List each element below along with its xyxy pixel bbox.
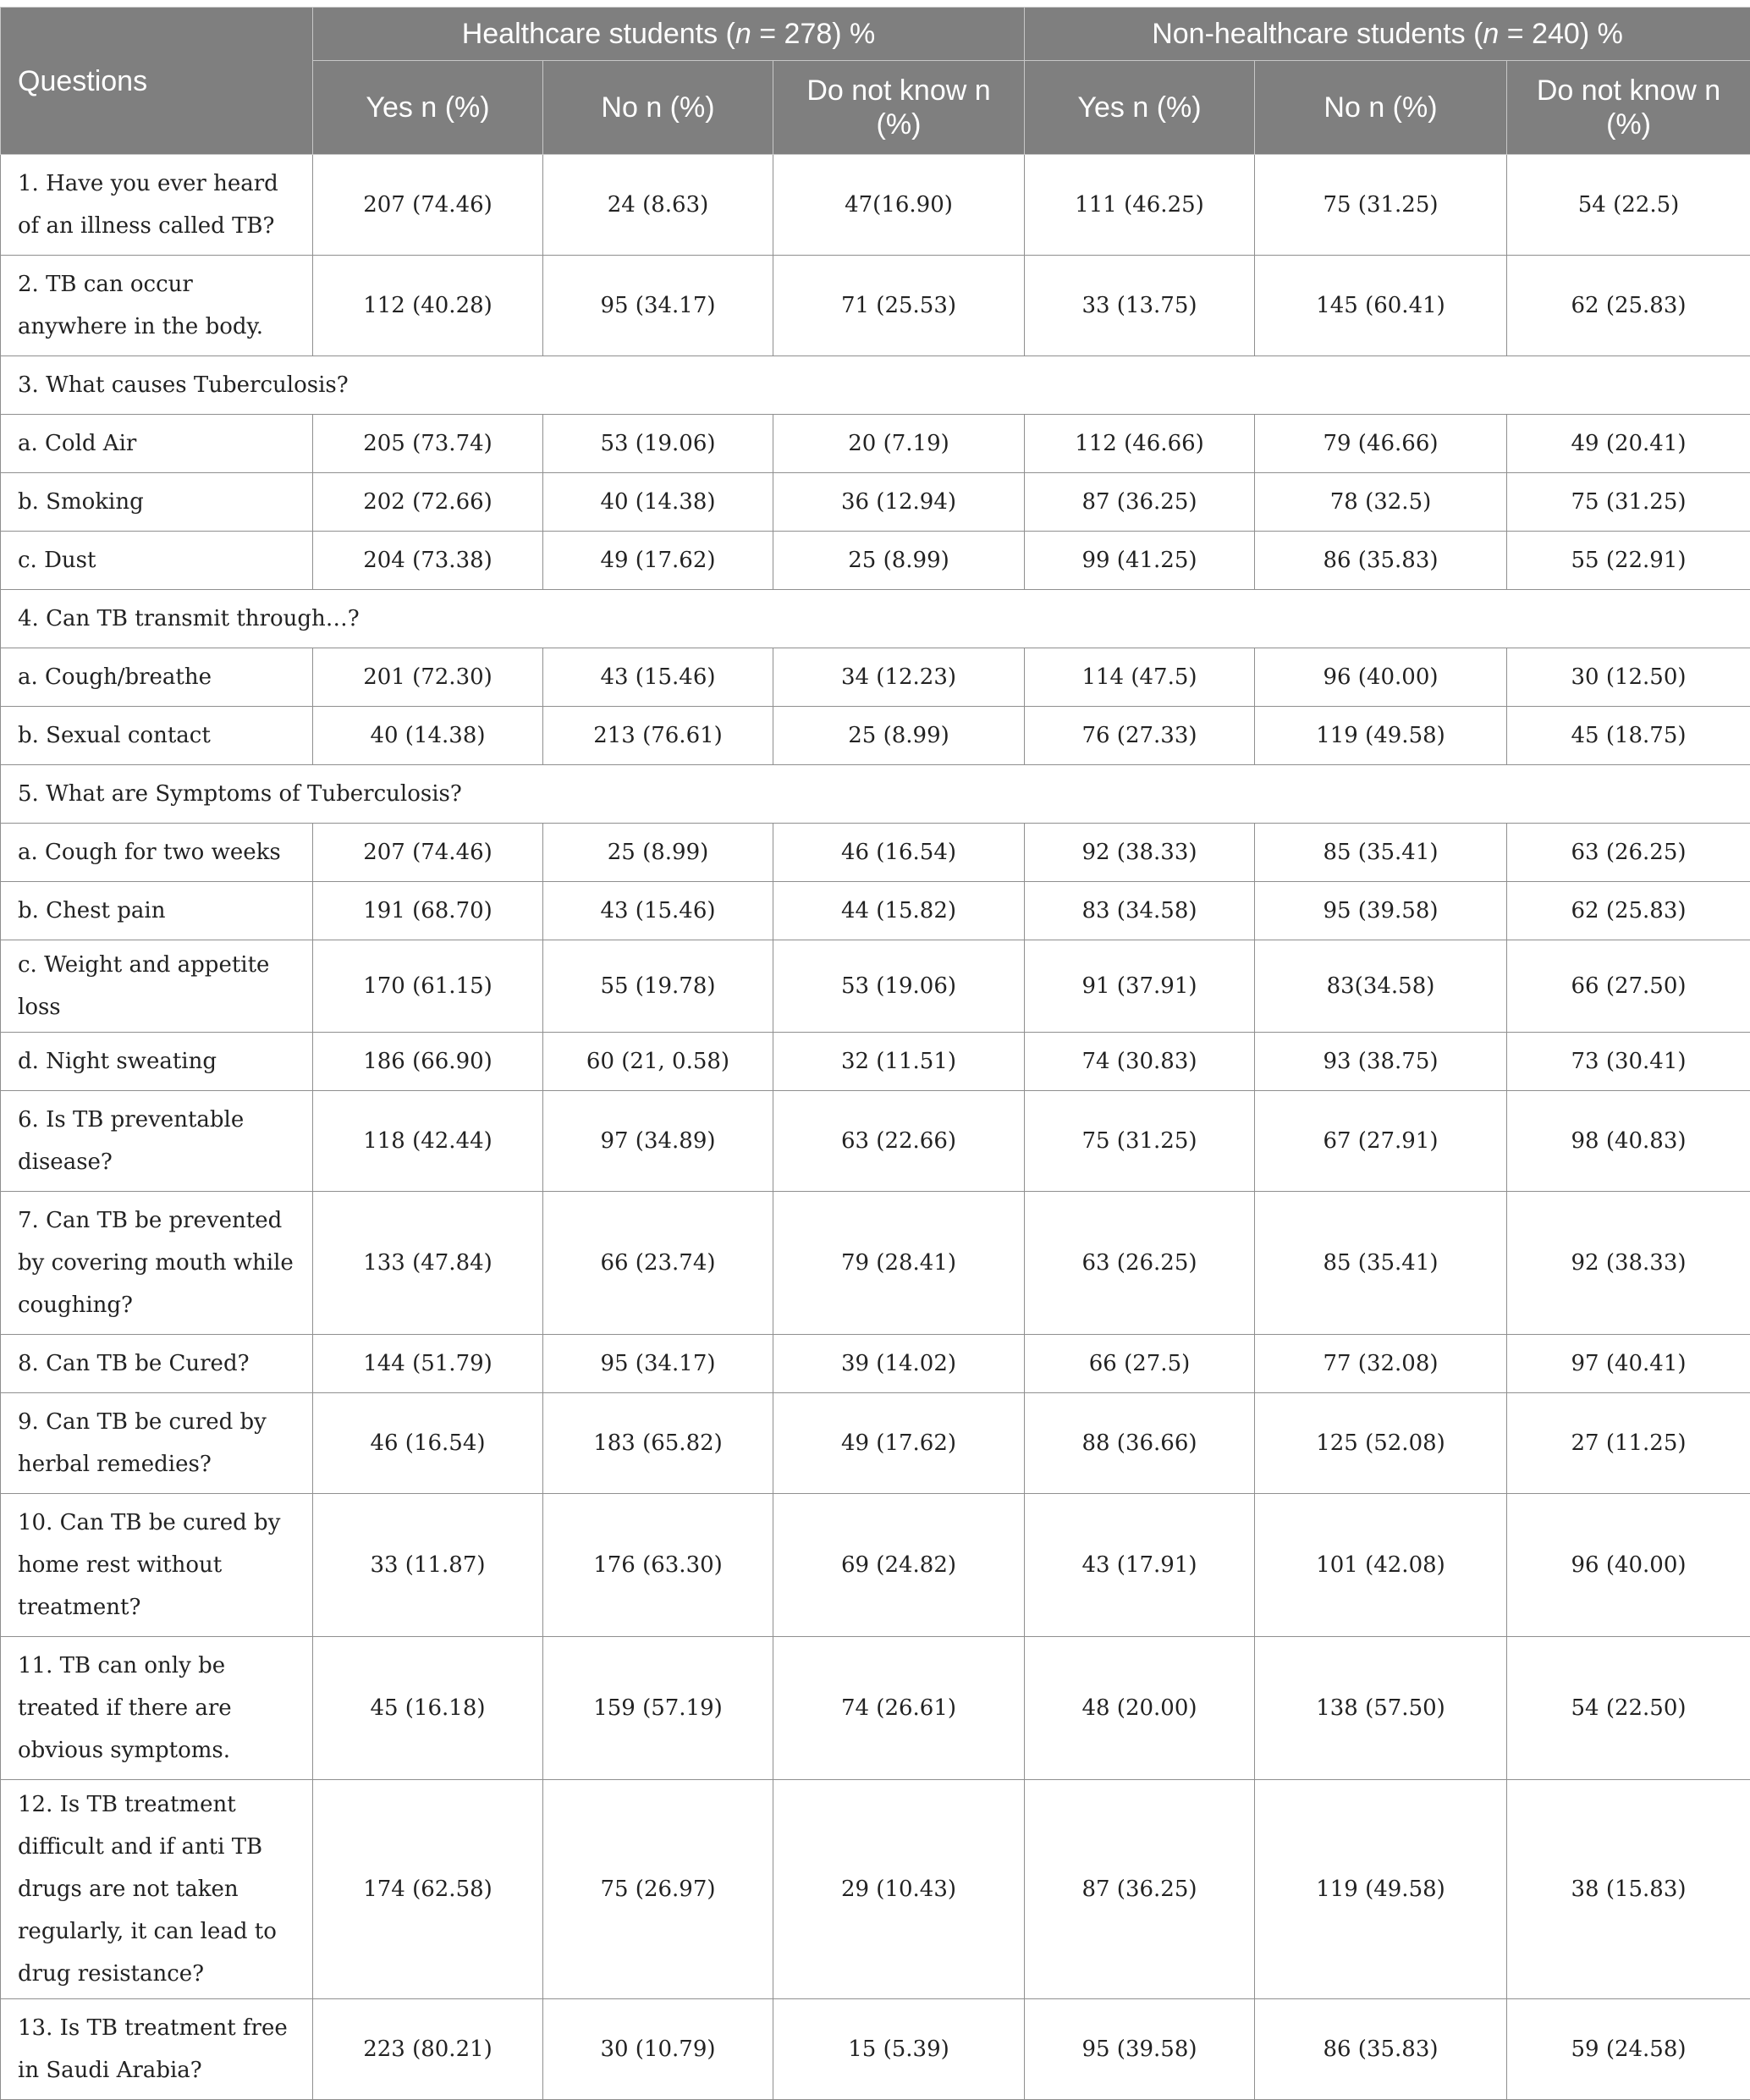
healthcare-yes-cell: 202 (72.66)	[313, 473, 543, 532]
healthcare-dont-know-cell: 36 (12.94)	[773, 473, 1025, 532]
table-row	[1, 1999, 1750, 2100]
non-healthcare-header-suffix: = 240) %	[1499, 18, 1622, 50]
question-cell: a. Cough/breathe	[1, 648, 313, 707]
table-body	[1, 155, 1750, 2100]
healthcare-header-suffix: = 278) %	[751, 18, 875, 50]
non-healthcare-yes-cell: 87 (36.25)	[1025, 1780, 1255, 1999]
non-healthcare-yes-cell: 87 (36.25)	[1025, 473, 1255, 532]
non-healthcare-dont-know-cell: 92 (38.33)	[1507, 1192, 1750, 1335]
table-row	[1, 155, 1750, 256]
healthcare-no-cell: 95 (34.17)	[543, 1335, 773, 1393]
non-healthcare-yes-cell: 43 (17.91)	[1025, 1494, 1255, 1637]
non-healthcare-dont-know-cell: 62 (25.83)	[1507, 256, 1750, 356]
non-healthcare-no-cell: 86 (35.83)	[1255, 1999, 1507, 2100]
non-healthcare-dont-know-cell: 66 (27.50)	[1507, 940, 1750, 1033]
non-healthcare-no-cell: 96 (40.00)	[1255, 648, 1507, 707]
healthcare-yes-cell: 186 (66.90)	[313, 1033, 543, 1091]
question-cell: b. Smoking	[1, 473, 313, 532]
non-healthcare-no-cell: 93 (38.75)	[1255, 1033, 1507, 1091]
non-healthcare-dont-know-cell: 49 (20.41)	[1507, 415, 1750, 473]
non-healthcare-no-header: No n (%)	[1255, 61, 1507, 155]
healthcare-yes-cell: 33 (11.87)	[313, 1494, 543, 1637]
non-healthcare-group-header	[1025, 8, 1750, 61]
non-healthcare-yes-cell: 91 (37.91)	[1025, 940, 1255, 1033]
question-cell: 12. Is TB treatment difficult and if anti TB drugs are not taken regularly, it can lead to drug resistance?	[1, 1780, 313, 1999]
non-healthcare-dont-know-cell: 54 (22.50)	[1507, 1637, 1750, 1780]
non-healthcare-no-cell: 125 (52.08)	[1255, 1393, 1507, 1494]
non-healthcare-dont-know-cell: 27 (11.25)	[1507, 1393, 1750, 1494]
table-row	[1, 256, 1750, 356]
healthcare-dont-know-cell: 44 (15.82)	[773, 882, 1025, 940]
non-healthcare-yes-cell: 95 (39.58)	[1025, 1999, 1255, 2100]
table-header	[1, 8, 1750, 155]
table-row	[1, 415, 1750, 473]
non-healthcare-yes-cell: 66 (27.5)	[1025, 1335, 1255, 1393]
question-cell: a. Cold Air	[1, 415, 313, 473]
non-healthcare-yes-cell: 114 (47.5)	[1025, 648, 1255, 707]
non-healthcare-dont-know-cell: 30 (12.50)	[1507, 648, 1750, 707]
non-healthcare-no-cell: 145 (60.41)	[1255, 256, 1507, 356]
table-row	[1, 707, 1750, 765]
healthcare-yes-cell: 46 (16.54)	[313, 1393, 543, 1494]
question-cell: 1. Have you ever heard of an illness called TB?	[1, 155, 313, 256]
question-cell: 2. TB can occur anywhere in the body.	[1, 256, 313, 356]
question-cell: b. Sexual contact	[1, 707, 313, 765]
healthcare-no-cell: 159 (57.19)	[543, 1637, 773, 1780]
non-healthcare-yes-header: Yes n (%)	[1025, 61, 1255, 155]
healthcare-no-cell: 60 (21, 0.58)	[543, 1033, 773, 1091]
question-cell: a. Cough for two weeks	[1, 824, 313, 882]
healthcare-yes-cell: 174 (62.58)	[313, 1780, 543, 1999]
question-cell: 11. TB can only be treated if there are obvious symptoms.	[1, 1637, 313, 1780]
non-healthcare-yes-cell: 112 (46.66)	[1025, 415, 1255, 473]
non-healthcare-yes-cell: 63 (26.25)	[1025, 1192, 1255, 1335]
non-healthcare-dont-know-cell: 38 (15.83)	[1507, 1780, 1750, 1999]
healthcare-yes-cell: 40 (14.38)	[313, 707, 543, 765]
healthcare-no-cell: 97 (34.89)	[543, 1091, 773, 1192]
table-row	[1, 1192, 1750, 1335]
table-row	[1, 1033, 1750, 1091]
healthcare-dont-know-cell: 47(16.90)	[773, 155, 1025, 256]
section-heading: 4. Can TB transmit through…?	[1, 590, 1750, 648]
healthcare-dont-know-cell: 71 (25.53)	[773, 256, 1025, 356]
table-row	[1, 1335, 1750, 1393]
healthcare-no-cell: 24 (8.63)	[543, 155, 773, 256]
healthcare-dont-know-cell: 74 (26.61)	[773, 1637, 1025, 1780]
non-healthcare-yes-cell: 111 (46.25)	[1025, 155, 1255, 256]
header-row-groups	[1, 8, 1750, 61]
non-healthcare-no-cell: 75 (31.25)	[1255, 155, 1507, 256]
healthcare-yes-cell: 204 (73.38)	[313, 532, 543, 590]
healthcare-yes-cell: 191 (68.70)	[313, 882, 543, 940]
survey-table	[0, 7, 1750, 2100]
question-cell: 9. Can TB be cured by herbal remedies?	[1, 1393, 313, 1494]
healthcare-no-cell: 176 (63.30)	[543, 1494, 773, 1637]
section-row	[1, 765, 1750, 824]
healthcare-yes-cell: 45 (16.18)	[313, 1637, 543, 1780]
non-healthcare-yes-cell: 99 (41.25)	[1025, 532, 1255, 590]
healthcare-yes-cell: 170 (61.15)	[313, 940, 543, 1033]
table-row	[1, 940, 1750, 1033]
non-healthcare-yes-cell: 74 (30.83)	[1025, 1033, 1255, 1091]
table-row	[1, 824, 1750, 882]
healthcare-group-header	[313, 8, 1025, 61]
healthcare-dont-know-cell: 32 (11.51)	[773, 1033, 1025, 1091]
question-cell: 8. Can TB be Cured?	[1, 1335, 313, 1393]
healthcare-dont-know-cell: 63 (22.66)	[773, 1091, 1025, 1192]
healthcare-yes-cell: 201 (72.30)	[313, 648, 543, 707]
question-cell: c. Dust	[1, 532, 313, 590]
healthcare-no-header: No n (%)	[543, 61, 773, 155]
non-healthcare-yes-cell: 76 (27.33)	[1025, 707, 1255, 765]
healthcare-no-cell: 95 (34.17)	[543, 256, 773, 356]
table-row	[1, 1780, 1750, 1999]
non-healthcare-dont-know-cell: 59 (24.58)	[1507, 1999, 1750, 2100]
non-healthcare-no-cell: 78 (32.5)	[1255, 473, 1507, 532]
question-cell: 13. Is TB treatment free in Saudi Arabia?	[1, 1999, 313, 2100]
healthcare-yes-cell: 133 (47.84)	[313, 1192, 543, 1335]
non-healthcare-dont-know-cell: 73 (30.41)	[1507, 1033, 1750, 1091]
healthcare-dont-know-cell: 46 (16.54)	[773, 824, 1025, 882]
non-healthcare-yes-cell: 83 (34.58)	[1025, 882, 1255, 940]
table-row	[1, 473, 1750, 532]
healthcare-header-prefix: Healthcare students (	[462, 18, 735, 50]
healthcare-dont-know-cell: 34 (12.23)	[773, 648, 1025, 707]
healthcare-dont-know-cell: 15 (5.39)	[773, 1999, 1025, 2100]
non-healthcare-no-cell: 119 (49.58)	[1255, 707, 1507, 765]
table-row	[1, 1494, 1750, 1637]
healthcare-no-cell: 66 (23.74)	[543, 1192, 773, 1335]
healthcare-no-cell: 75 (26.97)	[543, 1780, 773, 1999]
healthcare-no-cell: 213 (76.61)	[543, 707, 773, 765]
non-healthcare-no-cell: 119 (49.58)	[1255, 1780, 1507, 1999]
healthcare-no-cell: 55 (19.78)	[543, 940, 773, 1033]
healthcare-dont-know-cell: 25 (8.99)	[773, 532, 1025, 590]
non-healthcare-yes-cell: 33 (13.75)	[1025, 256, 1255, 356]
table-row	[1, 882, 1750, 940]
question-cell: 10. Can TB be cured by home rest without treatment?	[1, 1494, 313, 1637]
healthcare-no-cell: 25 (8.99)	[543, 824, 773, 882]
healthcare-dont-know-header: Do not know n (%)	[773, 61, 1025, 155]
non-healthcare-header-prefix: Non-healthcare students (	[1152, 18, 1483, 50]
section-row	[1, 356, 1750, 415]
non-healthcare-dont-know-cell: 55 (22.91)	[1507, 532, 1750, 590]
healthcare-no-cell: 40 (14.38)	[543, 473, 773, 532]
healthcare-yes-cell: 118 (42.44)	[313, 1091, 543, 1192]
non-healthcare-dont-know-cell: 45 (18.75)	[1507, 707, 1750, 765]
healthcare-dont-know-cell: 79 (28.41)	[773, 1192, 1025, 1335]
table-row	[1, 532, 1750, 590]
non-healthcare-no-cell: 86 (35.83)	[1255, 532, 1507, 590]
questions-column-header: Questions	[1, 8, 313, 155]
healthcare-yes-cell: 144 (51.79)	[313, 1335, 543, 1393]
healthcare-no-cell: 53 (19.06)	[543, 415, 773, 473]
section-row	[1, 590, 1750, 648]
non-healthcare-no-cell: 67 (27.91)	[1255, 1091, 1507, 1192]
non-healthcare-dont-know-cell: 62 (25.83)	[1507, 882, 1750, 940]
section-heading: 3. What causes Tuberculosis?	[1, 356, 1750, 415]
question-cell: c. Weight and appetite loss	[1, 940, 313, 1033]
non-healthcare-no-cell: 85 (35.41)	[1255, 824, 1507, 882]
healthcare-dont-know-cell: 29 (10.43)	[773, 1780, 1025, 1999]
healthcare-header-n: n	[735, 18, 751, 50]
question-cell: 6. Is TB preventable disease?	[1, 1091, 313, 1192]
non-healthcare-yes-cell: 88 (36.66)	[1025, 1393, 1255, 1494]
healthcare-dont-know-cell: 39 (14.02)	[773, 1335, 1025, 1393]
non-healthcare-dont-know-cell: 97 (40.41)	[1507, 1335, 1750, 1393]
healthcare-no-cell: 43 (15.46)	[543, 882, 773, 940]
non-healthcare-dont-know-header: Do not know n (%)	[1507, 61, 1750, 155]
non-healthcare-dont-know-cell: 54 (22.5)	[1507, 155, 1750, 256]
question-cell: b. Chest pain	[1, 882, 313, 940]
non-healthcare-header-n: n	[1483, 18, 1499, 50]
healthcare-yes-cell: 205 (73.74)	[313, 415, 543, 473]
healthcare-no-cell: 183 (65.82)	[543, 1393, 773, 1494]
non-healthcare-dont-know-cell: 75 (31.25)	[1507, 473, 1750, 532]
non-healthcare-no-cell: 79 (46.66)	[1255, 415, 1507, 473]
healthcare-yes-cell: 112 (40.28)	[313, 256, 543, 356]
non-healthcare-yes-cell: 75 (31.25)	[1025, 1091, 1255, 1192]
table-row	[1, 648, 1750, 707]
non-healthcare-dont-know-cell: 98 (40.83)	[1507, 1091, 1750, 1192]
non-healthcare-yes-cell: 48 (20.00)	[1025, 1637, 1255, 1780]
non-healthcare-no-cell: 101 (42.08)	[1255, 1494, 1507, 1637]
healthcare-yes-header: Yes n (%)	[313, 61, 543, 155]
healthcare-no-cell: 43 (15.46)	[543, 648, 773, 707]
healthcare-dont-know-cell: 69 (24.82)	[773, 1494, 1025, 1637]
non-healthcare-no-cell: 77 (32.08)	[1255, 1335, 1507, 1393]
table-row	[1, 1091, 1750, 1192]
healthcare-dont-know-cell: 53 (19.06)	[773, 940, 1025, 1033]
healthcare-dont-know-cell: 20 (7.19)	[773, 415, 1025, 473]
healthcare-no-cell: 49 (17.62)	[543, 532, 773, 590]
non-healthcare-no-cell: 83(34.58)	[1255, 940, 1507, 1033]
healthcare-dont-know-cell: 49 (17.62)	[773, 1393, 1025, 1494]
non-healthcare-no-cell: 95 (39.58)	[1255, 882, 1507, 940]
healthcare-yes-cell: 207 (74.46)	[313, 824, 543, 882]
question-cell: 7. Can TB be prevented by covering mouth while coughing?	[1, 1192, 313, 1335]
question-cell: d. Night sweating	[1, 1033, 313, 1091]
table-row	[1, 1393, 1750, 1494]
healthcare-yes-cell: 223 (80.21)	[313, 1999, 543, 2100]
non-healthcare-dont-know-cell: 63 (26.25)	[1507, 824, 1750, 882]
table-row	[1, 1637, 1750, 1780]
non-healthcare-dont-know-cell: 96 (40.00)	[1507, 1494, 1750, 1637]
non-healthcare-no-cell: 85 (35.41)	[1255, 1192, 1507, 1335]
section-heading: 5. What are Symptoms of Tuberculosis?	[1, 765, 1750, 824]
healthcare-dont-know-cell: 25 (8.99)	[773, 707, 1025, 765]
non-healthcare-no-cell: 138 (57.50)	[1255, 1637, 1507, 1780]
healthcare-yes-cell: 207 (74.46)	[313, 155, 543, 256]
non-healthcare-yes-cell: 92 (38.33)	[1025, 824, 1255, 882]
healthcare-no-cell: 30 (10.79)	[543, 1999, 773, 2100]
